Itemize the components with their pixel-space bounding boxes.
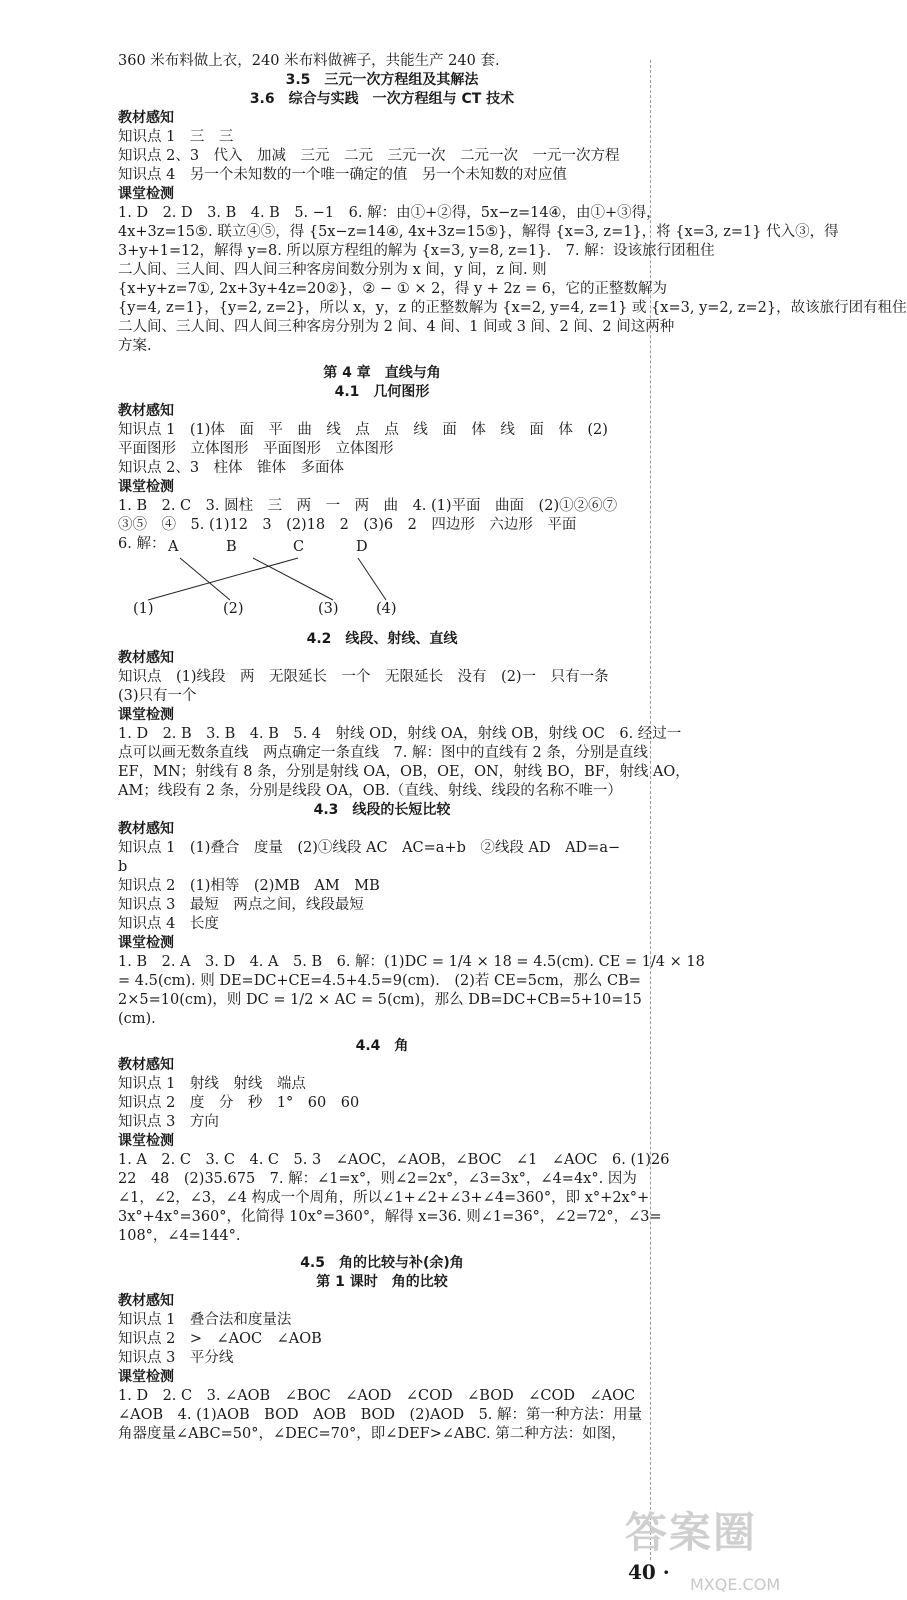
text-line: 知识点 2 > ∠AOC ∠AOB <box>118 1331 322 1347</box>
text-line: b <box>118 859 128 875</box>
text-line: ③⑤ ④ 5. (1)12 3 (2)18 2 (3)6 2 四边形 六边形 平面 <box>118 517 577 533</box>
text-line: 360 米布料做上衣，240 米布料做裤子，共能生产 240 套. <box>118 53 500 69</box>
text-line: 角器度量∠ABC=50°，∠DEC=70°，即∠DEF>∠ABC. 第二种方法：如图， <box>118 1426 626 1442</box>
text-line: 知识点 2 度 分 秒 1° 60 60 <box>118 1095 360 1111</box>
label-c: C <box>293 539 305 555</box>
text-line: 平面图形 立体图形 平面图形 立体图形 <box>118 441 394 457</box>
text-line: 22 48 (2)35.675 7. 解：∠1=x°，则∠2=2x°，∠3=3x°，∠4=4x°. 因为 <box>118 1171 637 1187</box>
label-1: (1) <box>133 601 154 617</box>
text-line: 4x+3z=15⑤. 联立④⑤，得 {5x−z=14④, 4x+3z=15⑤}，解得 {x=3, z=1}，将 {x=3, z=1} 代入③，得 <box>118 224 839 240</box>
matching-lines <box>118 554 418 622</box>
sub-heading: 课堂检测 <box>118 707 174 723</box>
text-line: 知识点 4 长度 <box>118 916 219 932</box>
text-line: EF，MN；射线有 8 条，分别是射线 OA，OB，OE，ON，射线 BO，BF，射线 AO， <box>118 764 690 780</box>
watermark-logo: 答案圈 <box>625 1508 758 1557</box>
text-line: 点可以画无数条直线 两点确定一条直线 7. 解：图中的直线有 2 条，分别是直线 <box>118 745 648 761</box>
text-line: 1. D 2. B 3. B 4. B 5. 4 射线 OD，射线 OA，射线 OB，射线 OC 6. 经过一 <box>118 726 682 742</box>
section-heading: 4.4 角 <box>355 1038 409 1054</box>
text-line: {x+y+z=7①, 2x+3y+4z=20②}，② − ① × 2，得 y + 2z = 6，它的正整数解为 <box>118 281 668 297</box>
text-line: 知识点 3 方向 <box>118 1114 219 1130</box>
sub-heading: 教材感知 <box>118 1057 174 1073</box>
text-line: 1. B 2. C 3. 圆柱 三 两 一 两 曲 4. (1)平面 曲面 (2)①②⑥⑦ <box>118 498 618 514</box>
answer-page <box>118 52 907 1444</box>
sub-heading: 课堂检测 <box>118 1369 174 1385</box>
sub-heading: 课堂检测 <box>118 1133 174 1149</box>
text-line: 3+y+1=12，解得 y=8. 所以原方程组的解为 {x=3, y=8, z=1}. 7. 解：设该旅行团租住 <box>118 243 715 259</box>
text-line: 1. D 2. C 3. ∠AOB ∠BOC ∠AOD ∠COD ∠BOD ∠COD ∠AOC <box>118 1388 636 1404</box>
chapter-heading: 第 4 章 直线与角 <box>323 365 441 381</box>
label-4: (4) <box>376 601 397 617</box>
text-line: (3)只有一个 <box>118 688 197 704</box>
text-line: 知识点 1 叠合法和度量法 <box>118 1312 292 1328</box>
sub-heading: 教材感知 <box>118 403 174 419</box>
text-line: 知识点 1 射线 射线 端点 <box>118 1076 306 1092</box>
label-a: A <box>168 539 179 555</box>
text-line: 知识点 1 三 三 <box>118 129 234 145</box>
section-heading: 4.1 几何图形 <box>334 384 430 400</box>
text-line: 2×5=10(cm)，则 DC = 1/2 × AC = 5(cm)，那么 DB=DC+CB=5+10=15 <box>118 992 642 1008</box>
text-line: 1. B 2. A 3. D 4. A 5. B 6. 解：(1)DC = 1/4 × 18 = 4.5(cm). CE = 1/4 × 18 <box>118 954 705 970</box>
text-line: 知识点 1 (1)体 面 平 曲 线 点 点 线 面 体 线 面 体 (2) <box>118 422 608 438</box>
text-line: 知识点 (1)线段 两 无限延长 一个 无限延长 没有 (2)一 只有一条 <box>118 669 609 685</box>
section-heading: 4.3 线段的长短比较 <box>313 802 451 818</box>
sub-heading: 课堂检测 <box>118 935 174 951</box>
watermark-url: MXQE.COM <box>690 1575 781 1594</box>
text-line: 知识点 3 最短 两点之间，线段最短 <box>118 897 364 913</box>
text-line: 知识点 3 平分线 <box>118 1350 234 1366</box>
text-line: 1. A 2. C 3. C 4. C 5. 3 ∠AOC，∠AOB，∠BOC ∠1 ∠AOC 6. (1)26 <box>118 1152 670 1168</box>
section-heading: 3.6 综合与实践 一次方程组与 CT 技术 <box>249 91 515 107</box>
text-line: 6. 解： <box>118 536 166 552</box>
text-line: 二人间、三人间、四人间三种客房分别为 2 间、4 间、1 间或 3 间、2 间、2 间这两种 <box>118 319 675 335</box>
page-number: 40 · <box>628 1560 670 1584</box>
text-line: {y=4, z=1}，{y=2, z=2}，所以 x，y，z 的正整数解为 {x=2, y=4, z=1} 或 {x=3, y=2, z=2}，故该旅行团有租住 <box>118 300 907 316</box>
sub-heading: 教材感知 <box>118 821 174 837</box>
text-line: ∠AOB 4. (1)AOB BOD AOB BOD (2)AOD 5. 解：第一种方法：用量 <box>118 1407 643 1423</box>
sub-heading: 教材感知 <box>118 1293 174 1309</box>
text-line: ∠1，∠2，∠3，∠4 构成一个周角，所以∠1+∠2+∠3+∠4=360°，即 x°+2x°+ <box>118 1190 650 1206</box>
section-heading: 3.5 三元一次方程组及其解法 <box>285 72 479 88</box>
text-line: 1. D 2. D 3. B 4. B 5. −1 6. 解：由①+②得，5x−z=14④，由①+③得， <box>118 205 661 221</box>
sub-heading: 教材感知 <box>118 110 174 126</box>
text-line: 知识点 1 (1)叠合 度量 (2)①线段 AC AC=a+b ②线段 AD AD=a− <box>118 840 621 856</box>
lesson-heading: 第 1 课时 角的比较 <box>316 1274 448 1290</box>
text-line: 方案. <box>118 338 152 354</box>
text-line: 知识点 2、3 柱体 锥体 多面体 <box>118 460 345 476</box>
section-heading: 4.5 角的比较与补(余)角 <box>300 1255 464 1271</box>
label-d: D <box>356 539 368 555</box>
text-line: (cm). <box>118 1011 156 1027</box>
text-line: 知识点 2 (1)相等 (2)MB AM MB <box>118 878 380 894</box>
label-2: (2) <box>223 601 244 617</box>
section-heading: 4.2 线段、射线、直线 <box>306 631 458 647</box>
text-line: 二人间、三人间、四人间三种客房间数分别为 x 间，y 间，z 间. 则 <box>118 262 547 278</box>
text-line: AM；线段有 2 条，分别是线段 OA，OB.（直线、射线、线段的名称不唯一） <box>118 783 622 799</box>
text-line: 3x°+4x°=360°，化简得 10x°=360°，解得 x=36. 则∠1=36°，∠2=72°，∠3= <box>118 1209 662 1225</box>
label-b: B <box>226 539 237 555</box>
text-line: 知识点 2、3 代入 加减 三元 二元 三元一次 二元一次 一元一次方程 <box>118 148 620 164</box>
text-line: 知识点 4 另一个未知数的一个唯一确定的值 另一个未知数的对应值 <box>118 167 567 183</box>
label-3: (3) <box>318 601 339 617</box>
sub-heading: 课堂检测 <box>118 186 174 202</box>
sub-heading: 教材感知 <box>118 650 174 666</box>
text-line: = 4.5(cm). 则 DE=DC+CE=4.5+4.5=9(cm). (2)若 CE=5cm，那么 CB= <box>118 973 641 989</box>
text-line: 108°，∠4=144°. <box>118 1228 241 1244</box>
sub-heading: 课堂检测 <box>118 479 174 495</box>
